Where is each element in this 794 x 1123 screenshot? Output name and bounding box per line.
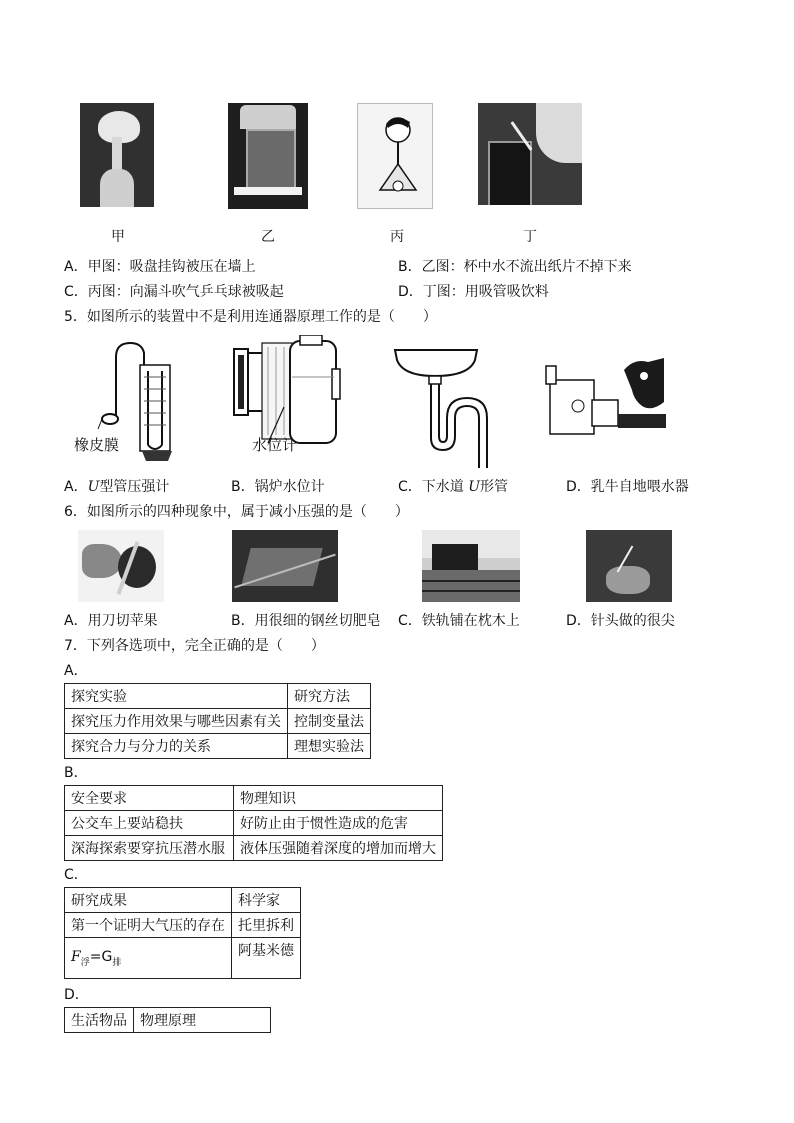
table-cell: 研究成果 xyxy=(65,888,232,913)
photo-ding-straw-drink xyxy=(478,103,582,205)
table-cell: 生活物品 xyxy=(65,1008,134,1033)
photo-jia-suction-cup xyxy=(80,103,154,207)
q7-table-d xyxy=(64,1007,271,1033)
q7-option-d-label[interactable]: D． xyxy=(64,987,89,1003)
photo-sharp-needle xyxy=(586,530,672,602)
q5-option-d[interactable] xyxy=(566,478,689,496)
table-row xyxy=(65,709,371,734)
q5-option-b[interactable] xyxy=(231,478,325,496)
q7-option-b-label[interactable]: B． xyxy=(64,765,88,781)
photo-wire-cut-soap xyxy=(232,530,338,602)
table-cell: 好防止由于惯性造成的危害 xyxy=(234,811,443,836)
q5-option-c-var: U xyxy=(468,479,481,495)
q5-option-d-prefix: D． xyxy=(566,479,591,495)
figure-sink-u-drain xyxy=(393,346,493,470)
q5-option-a-rest: 型管压强计 xyxy=(99,479,170,495)
q7-option-c-label[interactable]: C． xyxy=(64,867,88,883)
table-cell: 探究合力与分力的关系 xyxy=(65,734,288,759)
q5-option-b-prefix: B． xyxy=(231,479,255,495)
photo-bing-funnel-ball xyxy=(357,103,433,209)
photo-rail-on-sleepers xyxy=(422,530,520,602)
table-cell: 安全要求 xyxy=(65,786,234,811)
table-cell: 理想实验法 xyxy=(288,734,371,759)
q6-option-d[interactable]: D．针头做的很尖 xyxy=(566,613,675,629)
q7-table-a xyxy=(64,683,371,759)
q5-option-a-prefix: A． xyxy=(64,479,88,495)
table-cell: 托里拆利 xyxy=(232,913,301,938)
table-cell: 探究实验 xyxy=(65,684,288,709)
table-row xyxy=(65,1008,271,1033)
q4-option-c[interactable]: C．丙图：向漏斗吹气乒乓球被吸起 xyxy=(64,284,284,300)
table-cell-formula xyxy=(65,938,232,979)
table-cell: 液体压强随着深度的增加而增大 xyxy=(234,836,443,861)
table-row xyxy=(65,888,301,913)
photo-knife-apple xyxy=(78,530,164,602)
table-row xyxy=(65,811,443,836)
q5-option-a[interactable] xyxy=(64,478,169,496)
fig-label-gauge: 水位计 xyxy=(252,436,298,454)
figure-caption-jia: 甲 xyxy=(111,229,125,245)
figure-caption-bing: 丙 xyxy=(390,229,404,245)
table-cell: 公交车上要站稳扶 xyxy=(65,811,234,836)
q7-table-b xyxy=(64,785,443,861)
figure-caption-ding: 丁 xyxy=(523,229,537,245)
formula-g-sub: 排 xyxy=(112,957,122,968)
q6-stem: 6．如图所示的四种现象中，属于减小压强的是（ ） xyxy=(64,504,409,520)
q6-option-c[interactable]: C．铁轨铺在枕木上 xyxy=(398,613,520,629)
figure-cow-water-feeder xyxy=(544,356,668,442)
figure-caption-yi: 乙 xyxy=(261,229,275,245)
table-row xyxy=(65,836,443,861)
fig-label-membrane: 橡皮膜 xyxy=(74,436,120,454)
q5-option-c-rest: 形管 xyxy=(480,479,509,495)
table-row xyxy=(65,913,301,938)
table-cell: 科学家 xyxy=(232,888,301,913)
table-cell: 第一个证明大气压的存在 xyxy=(65,913,232,938)
q4-option-d[interactable]: D．丁图：用吸管吸饮料 xyxy=(398,284,549,300)
q7-table-c xyxy=(64,887,301,979)
q6-option-a[interactable]: A．用刀切苹果 xyxy=(64,613,158,629)
q5-option-c-prefix: C．下水道 xyxy=(398,479,469,495)
table-cell: 控制变量法 xyxy=(288,709,371,734)
table-row xyxy=(65,684,371,709)
table-row xyxy=(65,734,371,759)
q6-option-b[interactable]: B．用很细的钢丝切肥皂 xyxy=(231,613,381,629)
table-cell: 深海探索要穿抗压潜水服 xyxy=(65,836,234,861)
q5-option-b-rest: 锅炉水位计 xyxy=(254,479,325,495)
formula-f-sub: 浮 xyxy=(80,957,90,968)
photo-yi-cup-paper xyxy=(228,103,308,209)
formula-f: F xyxy=(71,948,81,965)
q5-option-d-rest: 乳牛自地喂水器 xyxy=(590,479,689,495)
table-cell: 探究压力作用效果与哪些因素有关 xyxy=(65,709,288,734)
table-cell: 研究方法 xyxy=(288,684,371,709)
table-cell: 阿基米德 xyxy=(232,938,301,979)
q5-option-a-var: U xyxy=(87,479,100,495)
table-cell: 物理原理 xyxy=(134,1008,271,1033)
q4-option-b[interactable]: B．乙图：杯中水不流出纸片不掉下来 xyxy=(398,259,632,275)
table-row xyxy=(65,786,443,811)
q7-stem: 7．下列各选项中，完全正确的是（ ） xyxy=(64,638,325,654)
formula-eq: =G xyxy=(89,948,113,965)
table-cell: 物理知识 xyxy=(234,786,443,811)
q4-option-a[interactable]: A．甲图：吸盘挂钩被压在墙上 xyxy=(64,259,256,275)
q5-option-c[interactable] xyxy=(398,478,508,496)
q5-stem: 5．如图所示的装置中不是利用连通器原理工作的是（ ） xyxy=(64,309,437,325)
q7-option-a-label[interactable]: A． xyxy=(64,663,88,679)
table-row xyxy=(65,938,301,979)
